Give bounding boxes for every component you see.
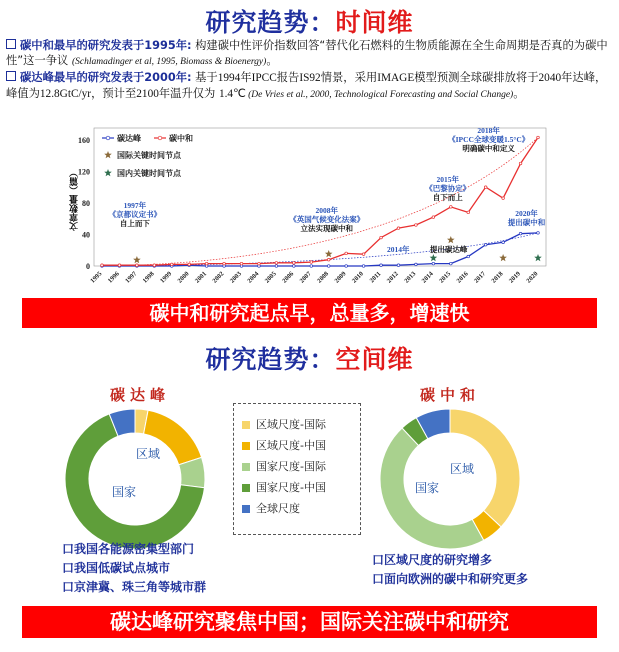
data-point — [484, 243, 487, 246]
legend-swatch — [242, 442, 250, 450]
publication-trend-chart — [60, 122, 560, 294]
data-point — [118, 264, 121, 267]
x-tick-label: 1997 — [124, 270, 139, 285]
x-tick-label: 2016 — [455, 270, 470, 285]
x-tick-label: 2004 — [246, 270, 261, 285]
x-tick-label: 2007 — [298, 270, 313, 285]
x-tick-label: 2009 — [333, 270, 348, 285]
legend-label: 区域尺度-中国 — [256, 439, 326, 452]
legend-label: 国内关键时间节点 — [117, 169, 181, 178]
bullet-citation: (De Vries et al., 2000, Technological Forecasting and Social Change) — [245, 90, 514, 100]
data-point — [275, 262, 278, 265]
annot-1997-action: 自上而下 — [119, 219, 150, 228]
x-tick-label: 2018 — [490, 270, 505, 285]
x-tick-label: 1998 — [141, 270, 156, 285]
annot-2018-action: 明确碳中和定义 — [462, 144, 515, 153]
legend-star-domestic — [104, 169, 112, 176]
x-tick-label: 1995 — [89, 270, 104, 285]
title-time-dimension — [0, 3, 619, 39]
data-point — [293, 265, 296, 268]
bullet-lead: 碳达峰最早的研究发表于2000年: — [20, 71, 192, 84]
x-tick-label: 2002 — [211, 270, 226, 285]
intl-node-star — [133, 256, 141, 263]
data-point — [345, 265, 348, 268]
title-space-dimension — [0, 340, 619, 376]
x-tick-label: 2001 — [193, 270, 209, 285]
chart-legend — [102, 133, 193, 178]
annot-1997-year: 1997年 — [123, 201, 147, 210]
x-tick-label: 1999 — [159, 270, 174, 285]
y-axis-label: 文章数量（篇） — [70, 168, 80, 231]
data-point — [310, 265, 313, 268]
bullet-text: 模型预测全球碳排放将于 — [414, 71, 539, 84]
x-tick-label: 2010 — [350, 270, 366, 285]
data-point — [415, 224, 418, 227]
legend-label: 国家尺度-中国 — [256, 481, 326, 494]
data-point — [293, 262, 296, 265]
bullet-square-icon — [6, 39, 16, 49]
data-point — [310, 261, 313, 264]
annot-2008-year: 2008年 — [315, 206, 338, 215]
annot-2014-event: 提出碳达峰 — [429, 245, 468, 254]
bullet-text: IS92 — [299, 72, 321, 84]
x-tick-label: 2012 — [385, 270, 400, 285]
title-prefix: 研究趋势： — [205, 345, 336, 374]
legend-item — [242, 500, 300, 516]
data-point — [327, 265, 330, 268]
annot-2018-event: 《IPCC全球变暖1.5°C》 — [448, 135, 530, 144]
data-point — [240, 262, 243, 265]
bullet-carbon-peak — [6, 70, 612, 103]
data-point — [450, 206, 453, 209]
legend-star-intl — [104, 151, 112, 158]
data-point — [537, 136, 540, 139]
bullet-text: 12.8GtC/yr — [39, 88, 92, 100]
banner-space-conclusion: 碳达峰研究聚焦中国；国际关注碳中和研究 — [22, 606, 597, 638]
bullet-text: 年温升仅为 — [158, 87, 219, 100]
y-tick-label: 40 — [82, 230, 90, 240]
legend-item — [242, 416, 326, 432]
bullet-text: 1994 — [217, 72, 241, 84]
data-point — [136, 264, 139, 267]
bullet-text: ，预计至 — [91, 87, 137, 100]
annot-2008-event: 《英国气候变化法案》 — [289, 215, 365, 224]
bullet-text: 年达峰，峰值为 — [6, 71, 607, 100]
data-point — [432, 262, 435, 265]
data-point — [170, 263, 173, 266]
annot-2020-event: 提出碳中和 — [507, 218, 546, 227]
annot-2008-action: 立法实现碳中和 — [300, 224, 353, 233]
data-point — [205, 262, 208, 265]
data-point — [397, 227, 400, 230]
x-tick-label: 2006 — [281, 270, 296, 285]
annot-2020-year: 2020年 — [515, 209, 538, 218]
legend-item — [242, 437, 326, 453]
data-point — [519, 162, 522, 165]
bullet-text: IPCC — [251, 72, 277, 84]
data-point — [362, 265, 365, 268]
annot-2015-year: 2015年 — [436, 175, 460, 184]
intl-node-star — [447, 236, 455, 243]
data-point — [327, 258, 330, 261]
x-tick-label: 2020 — [525, 270, 540, 285]
title-highlight: 空间维 — [335, 345, 414, 374]
y-tick-label: 160 — [78, 135, 90, 145]
note-right-1: 口区域尺度的研究增多 — [372, 553, 493, 567]
data-point — [467, 211, 470, 214]
intl-node-star — [325, 250, 333, 257]
note-left-3: 口京津冀、珠三角等城市群 — [62, 580, 207, 594]
data-point — [502, 197, 505, 200]
title-highlight: 时间维 — [335, 8, 414, 37]
x-tick-label: 2011 — [368, 270, 383, 285]
data-point — [153, 264, 156, 267]
legend-swatch — [242, 484, 250, 492]
legend-marker — [106, 136, 110, 140]
x-tick-label: 2013 — [403, 270, 418, 285]
x-tick-label: 2019 — [507, 270, 522, 285]
data-point — [380, 264, 383, 267]
domestic-node-star — [534, 254, 542, 261]
data-point — [519, 232, 522, 235]
annot-1997-event: 《京都议定书》 — [108, 210, 162, 219]
bullet-text: 2100 — [136, 88, 159, 100]
y-tick-label: 120 — [78, 167, 90, 177]
legend-label: 国家尺度-国际 — [256, 460, 326, 473]
title-prefix: 研究趋势： — [205, 8, 336, 37]
legend-swatch — [242, 463, 250, 471]
bullet-text: 情景，采用 — [320, 71, 378, 84]
bullet-citation: (Schlamadinger et al, 1995, Biomass & Bioenergy) — [71, 57, 267, 67]
annot-2015-event: 《巴黎协定》 — [425, 184, 471, 193]
legend-label: 全球尺度 — [256, 502, 300, 515]
data-point — [415, 263, 418, 266]
donut-carbon-peak — [60, 404, 210, 554]
legend-swatch — [242, 421, 250, 429]
bullet-text: 2040 — [538, 72, 562, 84]
legend-label: 碳中和 — [169, 134, 193, 143]
note-left-2: 口我国低碳试点城市 — [62, 561, 171, 575]
legend-marker — [158, 136, 162, 140]
bullet-lead: 碳中和最早的研究发表于1995年: — [20, 39, 192, 52]
legend-item — [242, 479, 326, 495]
legend-swatch — [242, 505, 250, 513]
note-right-2: 口面向欧洲的碳中和研究更多 — [372, 572, 529, 586]
note-left-1: 口我国各能源密集型部门 — [62, 542, 195, 556]
x-tick-label: 2015 — [438, 270, 453, 285]
y-tick-label: 80 — [82, 198, 90, 208]
x-tick-label: 2003 — [228, 270, 243, 285]
annot-2018-year: 2018年 — [477, 126, 500, 135]
data-point — [467, 255, 470, 258]
x-tick-label: 1996 — [106, 270, 121, 285]
bullet-tail: 。 — [266, 54, 278, 67]
data-point — [345, 252, 348, 255]
donut-right-inner-top: 区域 — [450, 462, 475, 476]
donut-right-inner-bottom: 国家 — [415, 481, 440, 495]
legend-item — [242, 458, 326, 474]
data-point — [258, 262, 261, 265]
data-point — [275, 265, 278, 268]
donut-left-inner-top: 区域 — [136, 447, 161, 461]
intl-node-star — [499, 254, 507, 261]
donut-legend — [233, 403, 361, 535]
x-tick-label: 2017 — [472, 270, 488, 285]
data-point — [450, 262, 453, 265]
bullet-text: 年 — [240, 71, 252, 84]
data-point — [484, 186, 487, 189]
banner-time-conclusion: 碳中和研究起点早，总量多，增速快 — [22, 298, 597, 328]
x-tick-label: 2014 — [420, 270, 435, 285]
bullet-text: 构建碳中性评价指数回答“替代化石燃料的生物质能源在全生命周期是否真的为碳中性”这一争议 — [6, 39, 608, 67]
legend-label: 国际关键时间节点 — [117, 151, 181, 160]
data-point — [397, 264, 400, 267]
domestic-node-star — [430, 254, 438, 261]
x-tick-label: 2008 — [315, 270, 331, 285]
bullet-square-icon — [6, 71, 16, 81]
x-tick-label: 2000 — [176, 270, 191, 285]
bullet-text: 基于 — [191, 71, 218, 84]
y-tick-label: 0 — [86, 262, 90, 271]
bullet-text: 1.4℃ — [218, 88, 246, 100]
data-point — [188, 263, 191, 266]
legend-label: 区域尺度-国际 — [256, 418, 326, 431]
annot-2015-action: 自下而上 — [432, 193, 463, 202]
data-point — [537, 232, 540, 235]
legend-label: 碳达峰 — [117, 134, 141, 143]
data-point — [101, 264, 104, 267]
annot-2014-year: 2014年 — [387, 245, 410, 254]
bullet-carbon-neutral — [6, 38, 612, 70]
donut-left-inner-bottom: 国家 — [112, 485, 137, 499]
data-point — [502, 241, 505, 244]
data-point — [362, 253, 365, 256]
bullet-text: IMAGE — [377, 72, 415, 84]
bullet-text: 报告 — [276, 71, 300, 84]
data-point — [223, 262, 226, 265]
x-tick-label: 2005 — [263, 270, 278, 285]
data-point — [432, 216, 435, 219]
bullet-tail: 。 — [513, 87, 525, 100]
donut-left-title: 碳达峰 — [109, 386, 170, 404]
donut-right-title: 碳中和 — [419, 386, 480, 404]
chart-annotations — [109, 125, 546, 254]
x-tick-labels — [89, 270, 539, 285]
data-point — [380, 236, 383, 239]
donut-carbon-neutral — [377, 404, 527, 554]
